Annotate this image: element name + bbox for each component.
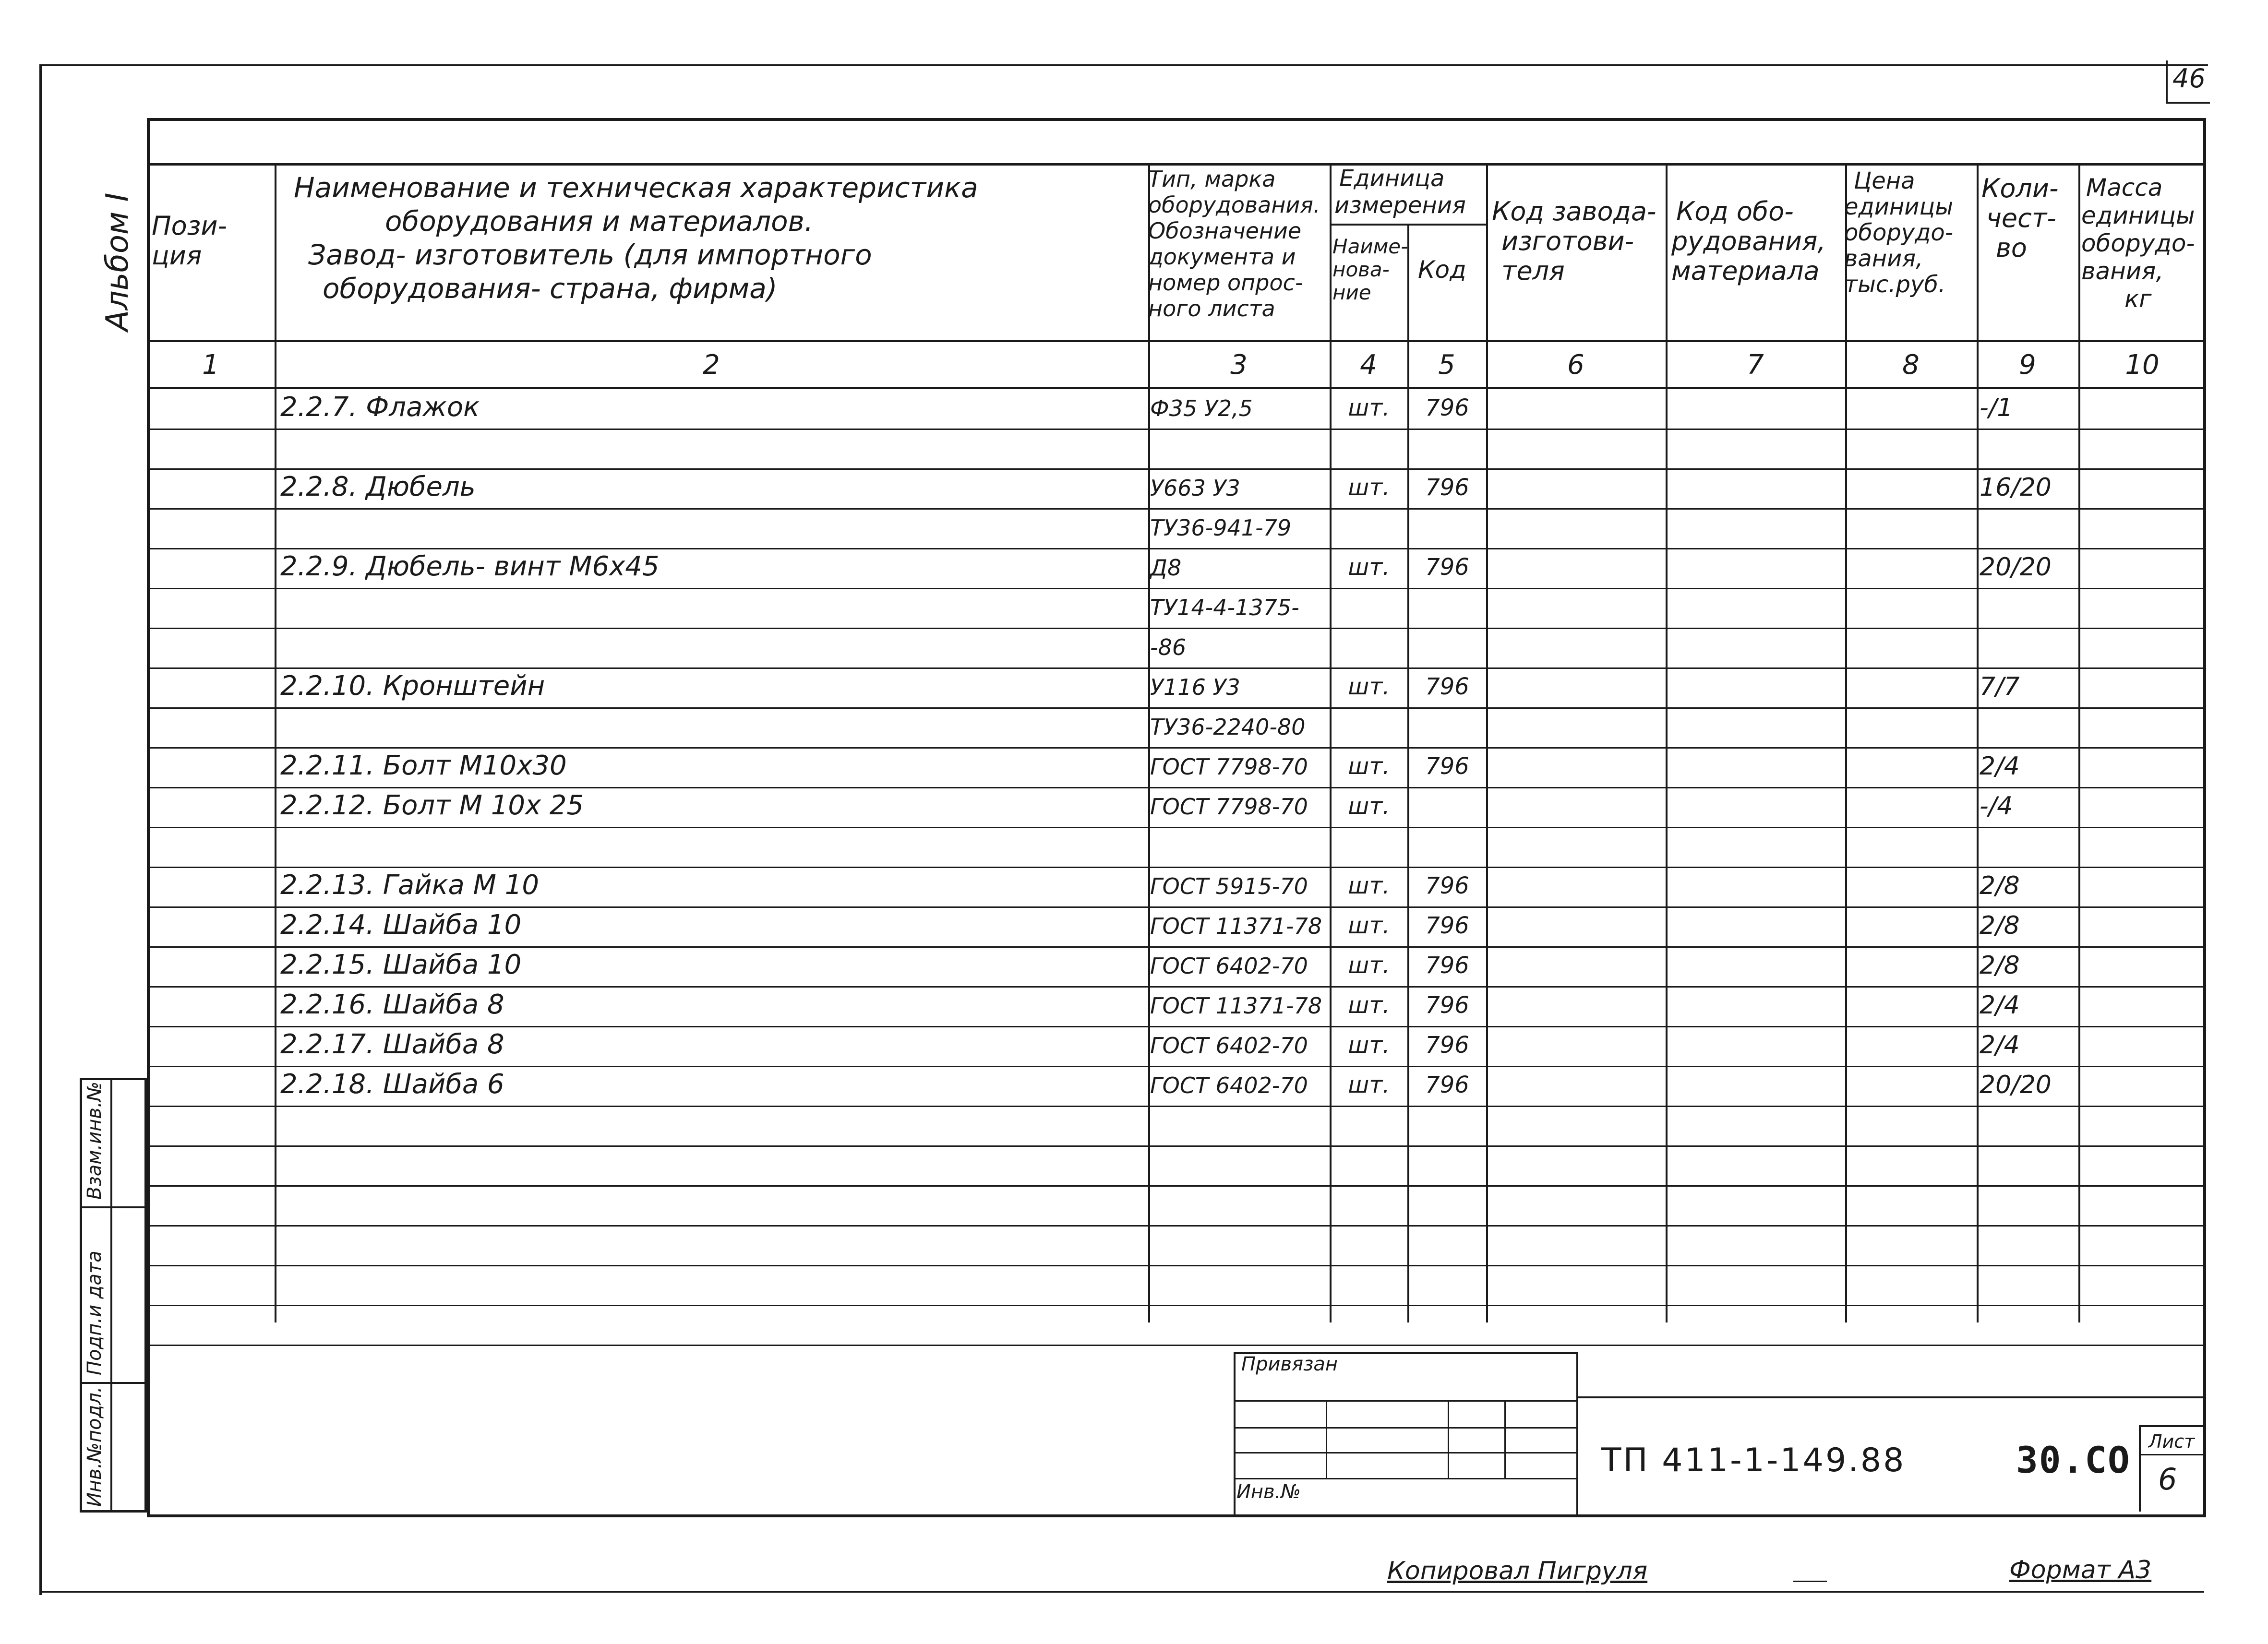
header-quantity: Коли- чест- во — [1981, 173, 2059, 263]
row-line — [147, 1145, 2206, 1147]
header-unit-code: Код — [1418, 256, 1466, 284]
row-line — [147, 787, 2206, 788]
header-equipment-code: Код обо- рудования, материала — [1671, 196, 1826, 286]
linked-stamp-right — [1576, 1352, 1578, 1515]
row-line — [147, 906, 2206, 908]
linked-stamp-line-2 — [1234, 1427, 1578, 1429]
column-number: 1 — [202, 349, 219, 381]
column-line — [1977, 163, 1979, 1322]
column-number: 8 — [1902, 349, 1920, 381]
linked-stamp-line-4 — [1234, 1478, 1578, 1479]
row-line — [147, 1345, 2206, 1346]
header-mass: Масса единицы оборудо- вания, кг — [2081, 174, 2195, 313]
row-unit: шт. — [1348, 474, 1390, 501]
row-name: 2.2.14. Шайба 10 — [280, 909, 522, 941]
row-type: ТУ14-4-1375- — [1150, 595, 1299, 620]
row-qty: 16/20 — [1980, 473, 2052, 502]
header-unit-name: Наиме- нова- ние — [1332, 235, 1408, 304]
linked-stamp-line-1 — [1234, 1400, 1578, 1402]
row-line — [147, 667, 2206, 669]
row-code: 796 — [1425, 992, 1469, 1019]
header-price: Цена единицы оборудо- вания, тыс.руб. — [1844, 167, 1954, 298]
row-type: ГОСТ 5915-70 — [1150, 873, 1308, 899]
row-name: 2.2.16. Шайба 8 — [280, 989, 504, 1020]
row-unit: шт. — [1348, 872, 1390, 899]
row-name: 2.2.15. Шайба 10 — [280, 949, 522, 980]
linked-stamp-line-3 — [1234, 1452, 1578, 1453]
footer-dash — [1793, 1581, 1827, 1582]
row-line — [147, 1066, 2206, 1067]
column-number: 5 — [1438, 349, 1455, 381]
row-unit: шт. — [1348, 753, 1390, 780]
row-code: 796 — [1425, 912, 1469, 939]
row-line — [147, 468, 2206, 470]
side-stamp-divider — [110, 1078, 112, 1513]
row-line — [147, 508, 2206, 510]
row-type: ГОСТ 7798-70 — [1150, 794, 1308, 820]
document-code: ТП 411-1-149.88 — [1601, 1441, 1906, 1479]
row-type: ТУ36-2240-80 — [1150, 714, 1306, 740]
linked-stamp-vline-3 — [1504, 1400, 1506, 1478]
row-code: 796 — [1425, 394, 1469, 421]
row-qty: 20/20 — [1980, 553, 2052, 582]
row-name: 2.2.17. Шайба 8 — [280, 1029, 504, 1060]
row-unit: шт. — [1348, 1032, 1390, 1059]
side-stamp-sep-2 — [80, 1382, 147, 1384]
row-code: 796 — [1425, 554, 1469, 581]
corner-sheet-number: 46 — [2172, 63, 2206, 94]
row-name: 2.2.13. Гайка М 10 — [280, 870, 539, 901]
row-line — [147, 628, 2206, 629]
row-type: Ф35 У2,5 — [1150, 395, 1253, 421]
col-number-line — [147, 387, 2206, 389]
section-code: 30.СО — [2016, 1439, 2131, 1481]
album-label: Альбом I — [100, 192, 135, 331]
row-type: ГОСТ 11371-78 — [1150, 993, 1322, 1019]
header-unit: Единица измерения — [1334, 165, 1466, 219]
row-type: ГОСТ 11371-78 — [1150, 913, 1322, 939]
row-line — [147, 867, 2206, 868]
header-position: Пози- ция — [152, 211, 227, 271]
row-code: 796 — [1425, 474, 1469, 501]
stamp-original-inv: Инв.№подл. — [84, 1386, 106, 1507]
sheet-number: 6 — [2158, 1462, 2177, 1497]
row-line — [147, 1225, 2206, 1227]
row-code: 796 — [1425, 872, 1469, 899]
row-line — [147, 707, 2206, 709]
row-code: 796 — [1425, 753, 1469, 780]
row-qty: 2/4 — [1980, 1031, 2020, 1060]
header-plant-code: Код завода- изготови- теля — [1492, 196, 1656, 286]
row-code: 796 — [1425, 952, 1469, 979]
row-unit: шт. — [1348, 793, 1390, 820]
header-top-line — [147, 163, 2206, 166]
row-name: 2.2.7. Флажок — [280, 392, 480, 423]
row-type: ТУ36-941-79 — [1150, 515, 1292, 541]
copied-by: Копировал Пигруля — [1387, 1557, 1648, 1585]
column-number: 7 — [1747, 349, 1764, 381]
row-type: У116 У3 — [1150, 674, 1240, 700]
linked-stamp-vline-1 — [1326, 1400, 1327, 1478]
row-line — [147, 588, 2206, 589]
row-name: 2.2.10. Кронштейн — [280, 670, 545, 702]
row-line — [147, 1026, 2206, 1027]
row-qty: -/4 — [1980, 792, 2013, 821]
column-number: 2 — [703, 349, 720, 381]
column-line — [1666, 163, 1668, 1322]
stamp-signature-date: Подп.и дата — [84, 1251, 106, 1375]
row-line — [147, 827, 2206, 828]
column-line — [1148, 163, 1150, 1322]
linked-label: Привязан — [1241, 1353, 1338, 1375]
row-line — [147, 1106, 2206, 1107]
row-unit: шт. — [1348, 992, 1390, 1019]
row-type: ГОСТ 6402-70 — [1150, 1033, 1308, 1059]
header-name: Наименование и техническая характеристика оборудования и материалов. Завод- изготовитель (для импортного оборудования- страна, фирма) — [294, 171, 978, 305]
row-name: 2.2.11. Болт М10х30 — [280, 750, 567, 781]
row-qty: 2/8 — [1980, 911, 2020, 940]
column-number: 10 — [2125, 349, 2160, 381]
row-qty: 2/4 — [1980, 991, 2020, 1020]
row-name: 2.2.9. Дюбель- винт М6х45 — [280, 551, 660, 582]
column-number: 6 — [1567, 349, 1584, 381]
row-code: 796 — [1425, 1072, 1469, 1098]
row-qty: 2/8 — [1980, 951, 2020, 980]
linked-stamp-vline-2 — [1448, 1400, 1449, 1478]
row-line — [147, 946, 2206, 948]
row-line — [147, 1265, 2206, 1266]
stamp-replaced-inv: Взам.инв.№ — [84, 1081, 106, 1200]
row-type: ГОСТ 6402-70 — [1150, 1072, 1308, 1098]
row-type: У663 У3 — [1150, 475, 1240, 501]
title-block-top — [1578, 1396, 2206, 1398]
sheet-bottom-line — [39, 1591, 2204, 1593]
row-qty: 20/20 — [1980, 1071, 2052, 1099]
row-qty: 2/8 — [1980, 871, 2020, 900]
sheet-number-divider — [2139, 1454, 2206, 1455]
row-name: 2.2.12. Болт М 10х 25 — [280, 790, 584, 821]
side-stamp-sep-1 — [80, 1206, 147, 1208]
row-type: ГОСТ 7798-70 — [1150, 754, 1308, 780]
row-unit: шт. — [1348, 673, 1390, 700]
row-qty: 7/7 — [1980, 672, 2020, 701]
row-unit: шт. — [1348, 394, 1390, 421]
row-code: 796 — [1425, 673, 1469, 700]
inventory-label: Инв.№ — [1236, 1481, 1301, 1503]
row-type: ГОСТ 6402-70 — [1150, 953, 1308, 979]
row-qty: 2/4 — [1980, 752, 2020, 781]
row-type: -86 — [1150, 634, 1187, 660]
sheet-label: Лист — [2148, 1431, 2195, 1452]
column-line — [1486, 163, 1488, 1322]
column-line — [275, 163, 276, 1322]
row-line — [147, 1305, 2206, 1306]
column-number: 4 — [1360, 349, 1377, 381]
row-unit: шт. — [1348, 912, 1390, 939]
row-unit: шт. — [1348, 554, 1390, 581]
row-line — [147, 1185, 2206, 1187]
column-line — [1845, 163, 1847, 1322]
row-unit: шт. — [1348, 952, 1390, 979]
paper-format: Формат А3 — [2009, 1556, 2152, 1584]
row-unit: шт. — [1348, 1072, 1390, 1098]
column-line — [1330, 163, 1332, 1322]
column-number: 9 — [2019, 349, 2036, 381]
row-code: 796 — [1425, 1032, 1469, 1059]
header-bottom-line — [147, 340, 2206, 342]
row-line — [147, 548, 2206, 549]
column-line — [2078, 163, 2080, 1322]
row-name: 2.2.8. Дюбель — [280, 471, 476, 502]
row-type: Д8 — [1150, 555, 1182, 581]
column-number: 3 — [1230, 349, 1248, 381]
header-type: Тип, марка оборудования. Обозначение документа и номер опрос- ного листа — [1148, 166, 1320, 322]
row-line — [147, 429, 2206, 430]
row-line — [147, 747, 2206, 749]
row-name: 2.2.18. Шайба 6 — [280, 1069, 504, 1100]
row-qty: -/1 — [1980, 393, 2013, 422]
row-line — [147, 986, 2206, 988]
